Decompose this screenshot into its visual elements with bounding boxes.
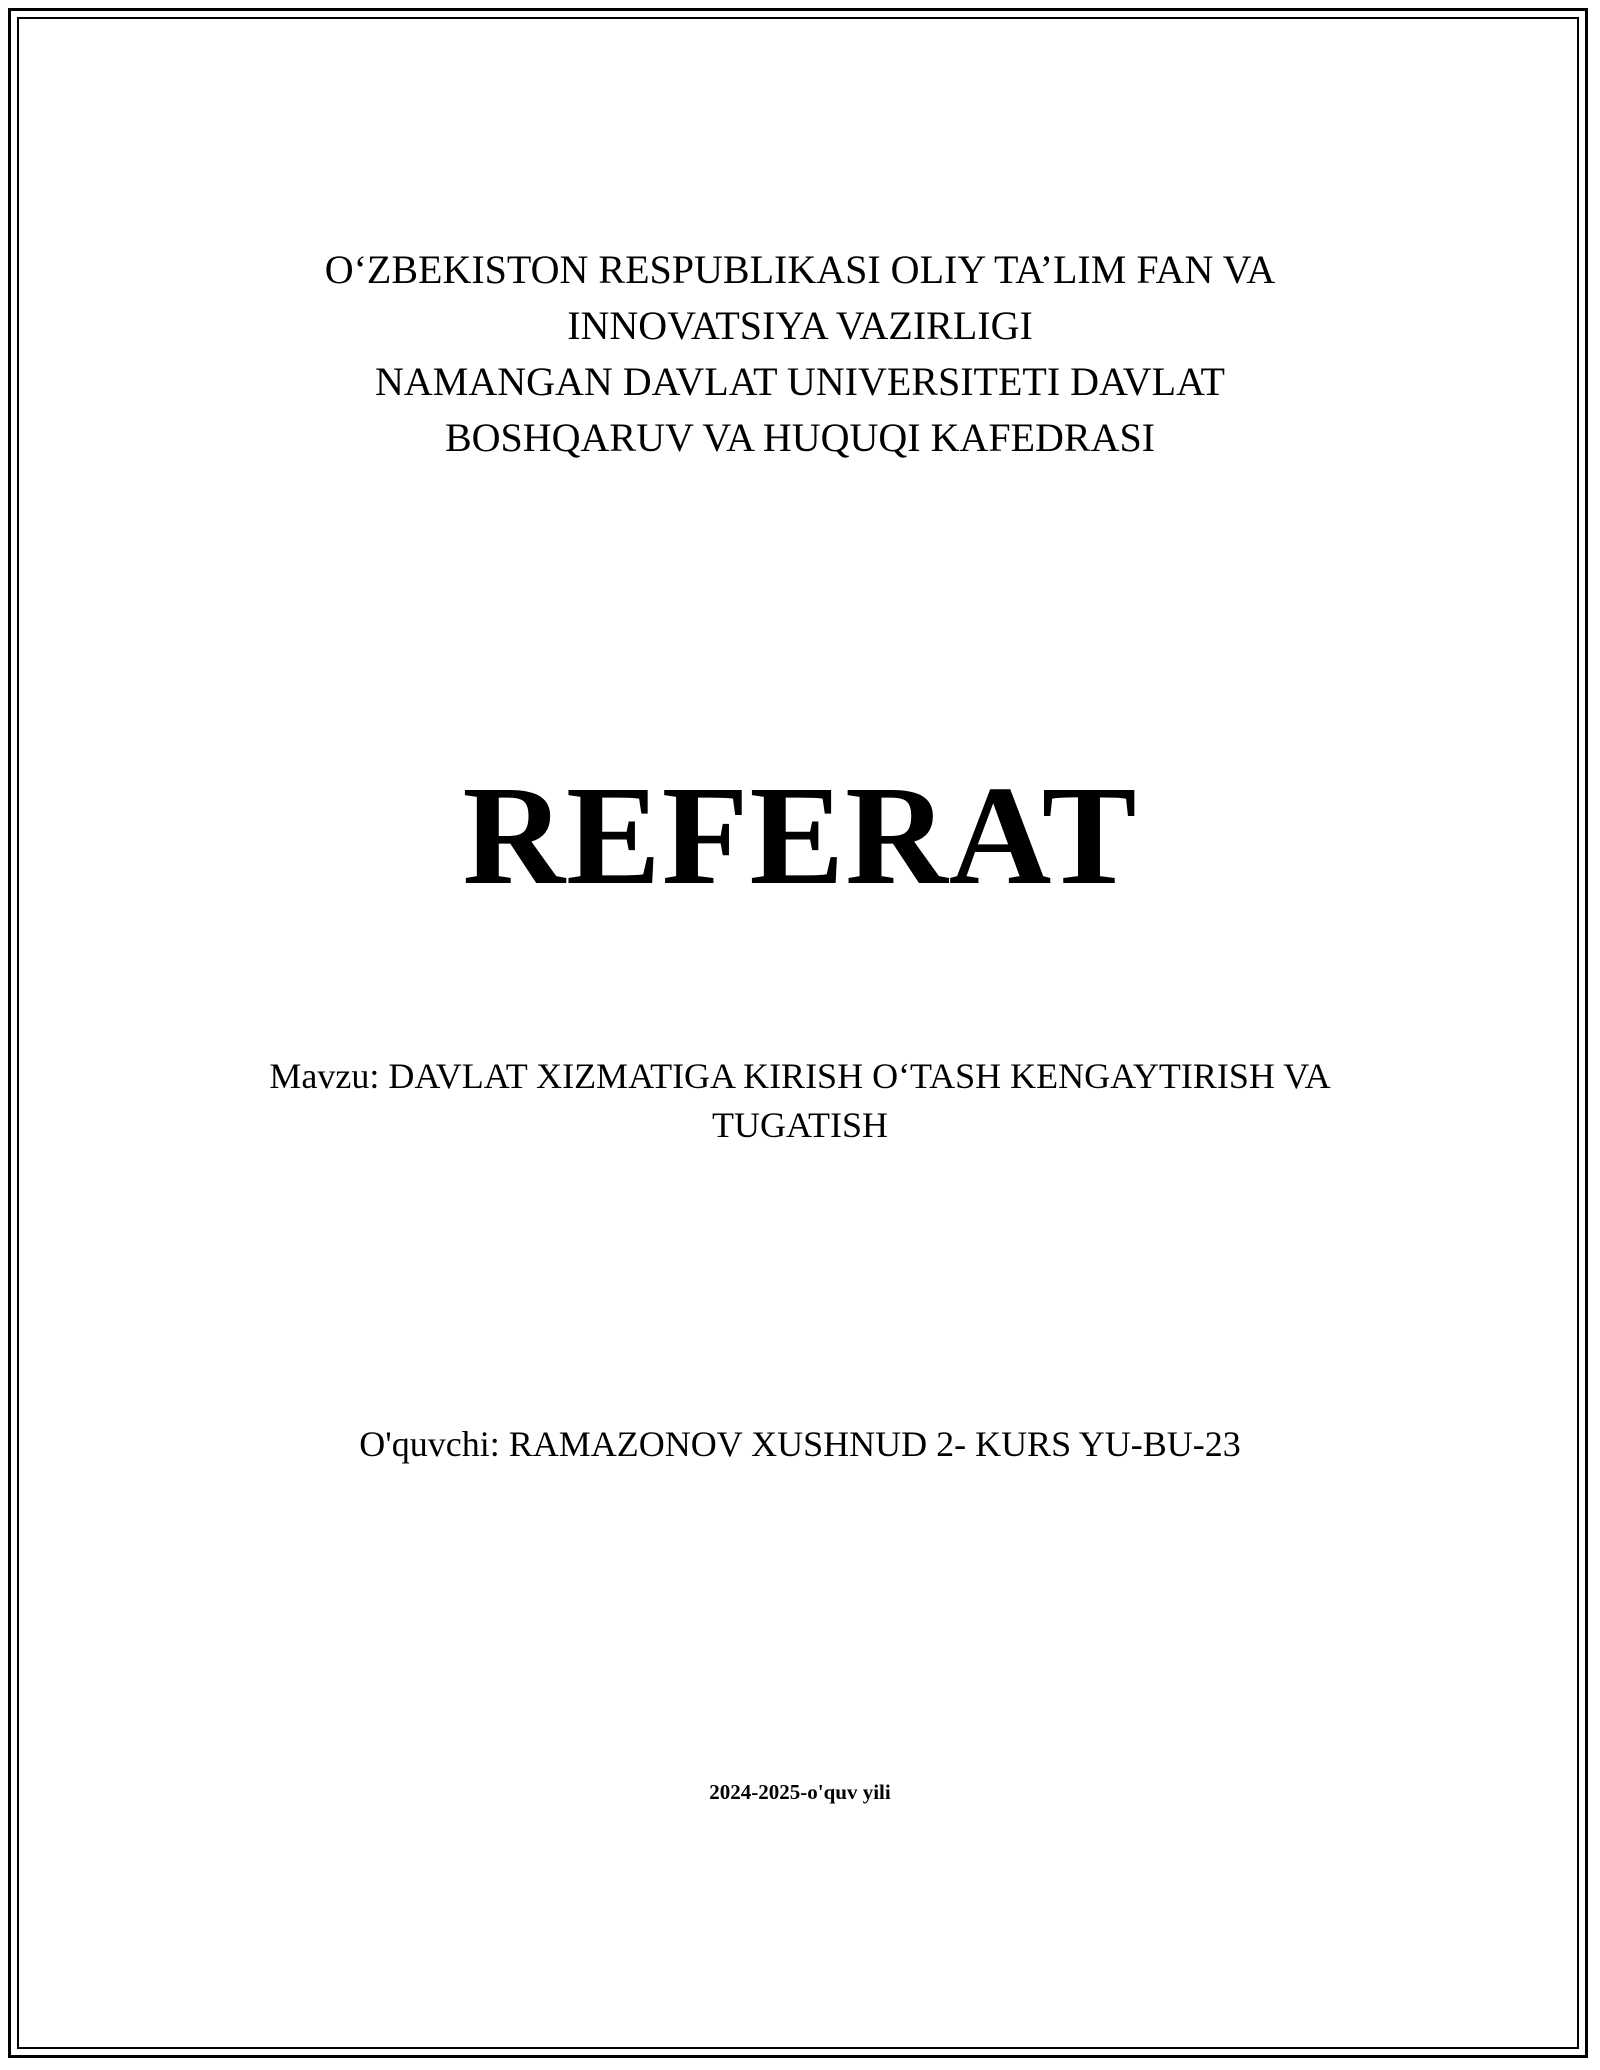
institution-line-3: NAMANGAN DAVLAT UNIVERSITETI DAVLAT	[375, 359, 1225, 404]
academic-year: 2024-2025-o'quv yili	[709, 1780, 891, 1804]
topic-line-2: TUGATISH	[712, 1105, 888, 1145]
topic-line-1: Mavzu: DAVLAT XIZMATIGA KIRISH O‘TASH KENGAYTIRISH VA	[269, 1056, 1331, 1096]
institution-line-2: INNOVATSIYA VAZIRLIGI	[567, 303, 1033, 348]
student-info: O'quvchi: RAMAZONOV XUSHNUD 2- KURS YU-BU-23	[359, 1424, 1241, 1464]
document-title: REFERAT	[462, 756, 1138, 914]
institution-line-1: O‘ZBEKISTON RESPUBLIKASI OLIY TA’LIM FAN VA	[324, 247, 1276, 292]
institution-header	[250, 242, 1350, 466]
institution-line-4: BOSHQARUV VA HUQUQI KAFEDRASI	[444, 415, 1156, 460]
topic	[200, 1052, 1400, 1150]
